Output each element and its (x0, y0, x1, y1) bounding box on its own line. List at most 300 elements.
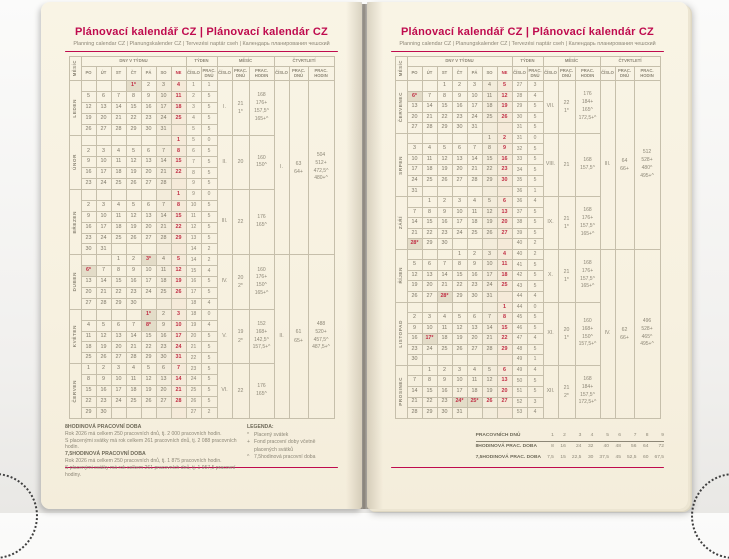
month-workhours-cell: 160 150^ (249, 135, 274, 189)
week-workdays-cell: 5 (527, 102, 543, 113)
month-name: ČERVENEC (395, 81, 407, 134)
quarter-workhours-cell: 496 528+ 465^ 495+^ (634, 249, 660, 418)
month-number-cell: IV. (217, 255, 232, 309)
week-number-cell: 38 (512, 218, 527, 229)
day-cell (482, 239, 497, 250)
month-workdays-cell: 20 (232, 135, 249, 189)
page-subtitle: Planning calendar CZ | Planungskalender CZ | Tervezési naptár cseh | Календарь планирования чешский (73, 40, 330, 47)
day-cell (96, 309, 111, 320)
week-workdays-cell: 5 (201, 386, 217, 397)
week-number-cell: 36 (512, 186, 527, 197)
day-cell: 31 (407, 186, 422, 197)
day-cell: 15 (126, 102, 141, 113)
month-name: PROSINEC (395, 365, 407, 418)
month-workdays-cell: 19 2* (232, 309, 249, 363)
summary-heading-75h: 7,5HODINOVÁ PRACOVNÍ DOBA (65, 451, 146, 458)
day-cell (422, 249, 437, 260)
day-cell (407, 133, 422, 144)
week-workdays-cell: 2 (201, 244, 217, 255)
day-cell (126, 135, 141, 146)
day-cell: 22 (422, 397, 437, 408)
legend-text: Placený svátek (253, 432, 289, 439)
day-cell (437, 186, 452, 197)
day-cell: 21 (111, 113, 126, 124)
week-number-cell: 5 (186, 135, 201, 146)
reference-value: 30 (587, 454, 594, 460)
day-cell: 23 (452, 112, 467, 123)
day-cell: 13 (141, 211, 156, 222)
week-number-cell: 52 (512, 397, 527, 408)
week-workdays-cell: 5 (527, 344, 543, 355)
day-cell: 11 (111, 157, 126, 168)
day-cell: 17 (156, 102, 171, 113)
week-number-cell: 13 (186, 233, 201, 244)
week-number-cell: 40 (512, 249, 527, 260)
left-page (41, 2, 362, 509)
day-cell: 12 (141, 375, 156, 386)
day-cell: 22 (81, 396, 96, 407)
day-cell (141, 244, 156, 255)
month-workhours-cell: 160 168+ 150^ 157,5+^ (575, 302, 600, 365)
top-rule (391, 51, 664, 53)
week-workdays-cell: 4 (527, 408, 543, 419)
week-number-cell: 10 (186, 200, 201, 211)
month-number-cell: VIII. (543, 133, 558, 196)
day-cell: 29 (111, 298, 126, 309)
day-cell: 10 (96, 157, 111, 168)
day-cell: 5 (497, 81, 512, 92)
bottom-rule (391, 467, 664, 469)
day-cell (126, 190, 141, 201)
month-name: ČERVEN (69, 364, 81, 418)
day-cell: 17 (96, 222, 111, 233)
week-number-cell: 53 (512, 408, 527, 419)
day-cell: 1 (422, 365, 437, 376)
week-workdays-cell: 4 (201, 298, 217, 309)
day-cell: 19 (171, 277, 186, 288)
month-workhours-cell: 160 176+ 150^ 165+^ (249, 255, 274, 309)
day-cell: 1 (482, 133, 497, 144)
reference-value: 48 (615, 444, 621, 450)
week-workdays-cell: 5 (527, 112, 543, 123)
day-cell: 4 (497, 249, 512, 260)
day-cell: 13 (467, 323, 482, 334)
day-cell: 10 (171, 320, 186, 331)
reference-value: 22,5 (571, 454, 582, 460)
day-cell: 27 (156, 396, 171, 407)
day-cell (497, 239, 512, 250)
reference-row (476, 442, 664, 453)
day-cell: 17 (141, 277, 156, 288)
day-cell: 14 (407, 386, 422, 397)
day-cell: 18 (482, 102, 497, 113)
week-number-cell: 40 (512, 239, 527, 250)
day-cell: 26 (452, 344, 467, 355)
quarter-workhours-cell: 512 528+ 480^ 495+^ (634, 81, 660, 250)
reference-row-label: 7,5HODINOVÁ PRAC. DOBA (475, 454, 542, 460)
day-cell: 8 (422, 376, 437, 387)
day-cell: 9 (497, 144, 512, 155)
week-number-cell: 34 (512, 165, 527, 176)
day-cell: 6 (497, 197, 512, 208)
week-number-cell: 31 (512, 133, 527, 144)
day-cell: 28* (407, 239, 422, 250)
day-cell: 6* (407, 91, 422, 102)
day-cell: 4 (422, 144, 437, 155)
month-workhours-cell: 152 168+ 142,5^ 157,5+^ (249, 309, 274, 363)
day-cell: 17 (171, 331, 186, 342)
reference-row (476, 431, 664, 442)
reference-value: 8 (551, 444, 554, 450)
month-number-cell: X. (543, 249, 558, 302)
day-cell: 18 (81, 342, 96, 353)
reference-value: 1 (541, 431, 554, 442)
day-cell: 22 (141, 342, 156, 353)
month-workhours-cell: 168 176+ 157,5^ 165+^ (575, 197, 600, 250)
month-group-header: MĚSÍC (217, 57, 274, 67)
day-cell (141, 190, 156, 201)
days-in-week-group-header: DNY V TÝDNU (81, 57, 186, 67)
week-number-cell: 18 (186, 309, 201, 320)
week-number-cell: 43 (512, 281, 527, 292)
day-cell: 14 (171, 375, 186, 386)
week-workdays-cell: 5 (201, 364, 217, 375)
day-cell: 4 (156, 255, 171, 266)
week-workdays-cell: 4 (527, 365, 543, 376)
day-cell: 20 (497, 218, 512, 229)
month-workdays-cell: 21 1* (558, 249, 575, 302)
day-cell: 28 (407, 408, 422, 419)
day-cell: 23 (126, 288, 141, 299)
week-number-cell: 45 (512, 313, 527, 324)
month-name: ZÁŘÍ (395, 197, 407, 250)
week-number-cell: 15 (186, 266, 201, 277)
day-cell: 2 (437, 365, 452, 376)
column-header: ČÍSLO (543, 67, 558, 81)
day-cell: 1* (126, 81, 141, 92)
day-cell (422, 133, 437, 144)
day-cell: 8 (171, 200, 186, 211)
day-cell: 30 (96, 407, 111, 418)
day-cell: 26 (96, 353, 111, 364)
column-header: ČÍSLO (600, 67, 615, 81)
day-cell: 6 (141, 200, 156, 211)
day-cell: 29 (126, 124, 141, 135)
day-cell (81, 81, 96, 92)
day-cell: 30 (156, 353, 171, 364)
reference-value: 67,5 (654, 454, 664, 460)
reference-value: 32 (587, 444, 594, 450)
day-cell: 23 (437, 397, 452, 408)
month-name: KVĚTEN (69, 309, 81, 363)
week-workdays-cell: 2 (527, 239, 543, 250)
day-cell (111, 407, 126, 418)
day-cell: 3 (407, 144, 422, 155)
day-cell (96, 255, 111, 266)
legend-text: 7,5hodinová pracovní doba (253, 454, 316, 461)
day-cell: 23 (407, 344, 422, 355)
week-workdays-cell: 5 (527, 154, 543, 165)
day-cell: 25 (171, 113, 186, 124)
day-cell: 2 (452, 81, 467, 92)
week-number-cell: 18 (186, 298, 201, 309)
reference-value: 24 (575, 444, 582, 450)
week-row (395, 81, 660, 92)
day-cell: 25 (126, 396, 141, 407)
day-cell: 10 (141, 266, 156, 277)
day-cell: 14 (437, 270, 452, 281)
week-workdays-cell: 5 (527, 260, 543, 271)
day-cell: 23 (81, 233, 96, 244)
day-cell (81, 190, 96, 201)
workdays-hours-reference (476, 431, 664, 463)
day-cell: 17 (407, 165, 422, 176)
day-cell: 6 (96, 91, 111, 102)
week-workdays-cell: 5 (201, 342, 217, 353)
day-cell: 12 (482, 207, 497, 218)
day-cell: 30 (407, 355, 422, 366)
week-workdays-cell: 5 (527, 207, 543, 218)
day-cell: 8 (452, 260, 467, 271)
month-workdays-cell: 22 1* (558, 81, 575, 134)
day-cell (482, 123, 497, 134)
week-workdays-cell: 5 (201, 233, 217, 244)
reference-value: 52,5 (626, 454, 637, 460)
day-cell: 20 (407, 112, 422, 123)
day-cell (407, 249, 422, 260)
day-cell (171, 244, 186, 255)
day-cell: 25 (482, 112, 497, 123)
week-workdays-cell: 2 (201, 407, 217, 418)
month-workdays-cell: 21 (558, 133, 575, 196)
day-cell: 20 (467, 334, 482, 345)
week-number-cell: 14 (186, 255, 201, 266)
day-cell: 7 (407, 207, 422, 218)
day-cell: 25 (111, 179, 126, 190)
quarter-number-cell: III. (600, 81, 615, 250)
day-cell: 1 (497, 302, 512, 313)
day-cell: 22 (126, 113, 141, 124)
page-title: Plánovací kalendář CZ | Plánovací kalendár CZ (401, 26, 654, 38)
reference-row (476, 452, 664, 463)
day-cell: 11 (467, 376, 482, 387)
day-cell: 5 (437, 144, 452, 155)
day-cell (407, 365, 422, 376)
day-cell: 28 (156, 179, 171, 190)
day-cell: 4 (437, 313, 452, 324)
week-number-cell: 28 (512, 91, 527, 102)
month-number-cell: II. (217, 135, 232, 189)
day-cell: 12 (437, 154, 452, 165)
day-cell: 25 (437, 344, 452, 355)
reference-value: 56 (631, 444, 637, 450)
day-cell: 27 (422, 292, 437, 303)
day-cell: 8 (81, 375, 96, 386)
day-name-header: ČT (452, 67, 467, 81)
day-cell: 10 (156, 91, 171, 102)
day-cell: 1* (141, 309, 156, 320)
day-cell (96, 190, 111, 201)
day-cell: 25 (81, 353, 96, 364)
week-number-cell: 9 (186, 179, 201, 190)
day-cell: 6 (467, 313, 482, 324)
day-cell: 25 (111, 233, 126, 244)
day-cell: 13 (452, 154, 467, 165)
week-number-cell: 47 (512, 334, 527, 345)
day-cell: 18 (422, 165, 437, 176)
day-cell: 1 (171, 190, 186, 201)
day-cell: 9 (407, 323, 422, 334)
week-workdays-cell: 4 (201, 320, 217, 331)
day-cell (141, 135, 156, 146)
day-cell: 23 (81, 179, 96, 190)
week-number-cell: 44 (512, 292, 527, 303)
legend-item (247, 432, 338, 439)
day-cell: 15 (482, 154, 497, 165)
day-cell: 19 (126, 222, 141, 233)
day-cell: 30 (497, 176, 512, 187)
day-cell: 26 (437, 176, 452, 187)
reference-value: 3 (566, 431, 582, 442)
reference-value: 5 (593, 431, 609, 442)
day-cell: 21 (171, 386, 186, 397)
day-cell: 30 (81, 244, 96, 255)
day-cell: 3 (422, 313, 437, 324)
quarter-workhours-cell: 488 520+ 457,5^ 487,5+^ (308, 255, 334, 418)
day-cell: 5 (482, 365, 497, 376)
day-cell: 20 (452, 165, 467, 176)
week-number-cell: 6 (186, 146, 201, 157)
day-cell: 13 (407, 102, 422, 113)
day-cell (111, 190, 126, 201)
week-number-cell: 16 (186, 277, 201, 288)
month-number-cell: IX. (543, 197, 558, 250)
day-cell: 29 (422, 408, 437, 419)
day-cell: 27 (452, 176, 467, 187)
day-cell: 5 (141, 364, 156, 375)
week-number-cell: 27 (512, 81, 527, 92)
day-name-header: PÁ (141, 67, 156, 81)
legend-symbol: + (246, 439, 250, 446)
day-cell: 21 (407, 397, 422, 408)
week-number-cell: 12 (186, 222, 201, 233)
day-cell: 11 (497, 260, 512, 271)
week-workdays-cell: 5 (527, 228, 543, 239)
day-cell: 15 (437, 102, 452, 113)
week-row (69, 255, 334, 266)
week-number-cell: 25 (186, 386, 201, 397)
month-column-header: MĚSÍC (69, 57, 81, 81)
day-name-header: PO (407, 67, 422, 81)
week-workdays-cell: 0 (201, 309, 217, 320)
day-cell (171, 407, 186, 418)
day-cell: 17 (96, 168, 111, 179)
summary-line: S placenými svátky má rok celkem 261 pracovních dnů, tj. 1 957,5 pracovní hodiny. (65, 465, 236, 479)
legend-symbol: * (246, 432, 249, 439)
day-cell: 2 (407, 313, 422, 324)
day-cell: 28 (482, 344, 497, 355)
day-cell: 21 (407, 228, 422, 239)
day-name-header: NE (171, 67, 186, 81)
week-workdays-cell: 4 (527, 91, 543, 102)
month-workdays-cell: 21 1* (558, 197, 575, 250)
day-cell (467, 408, 482, 419)
top-rule (65, 51, 338, 53)
day-cell: 8 (482, 144, 497, 155)
day-cell: 14 (482, 323, 497, 334)
day-cell: 18 (126, 386, 141, 397)
day-cell: 19 (497, 102, 512, 113)
week-workdays-cell: 5 (527, 270, 543, 281)
day-cell: 7 (482, 313, 497, 324)
day-cell: 11 (111, 211, 126, 222)
day-cell: 12 (452, 323, 467, 334)
day-cell: 3 (452, 365, 467, 376)
week-workdays-cell: 5 (527, 313, 543, 324)
calendar-table-left (65, 56, 338, 419)
day-cell (171, 179, 186, 190)
day-cell (497, 355, 512, 366)
day-cell: 2 (81, 146, 96, 157)
day-cell: 18 (111, 222, 126, 233)
day-cell: 19 (452, 334, 467, 345)
day-cell: 10 (452, 376, 467, 387)
day-cell: 26 (171, 288, 186, 299)
month-workdays-cell: 20 1* (558, 302, 575, 365)
day-cell: 11 (467, 207, 482, 218)
day-cell (156, 407, 171, 418)
day-cell: 10 (422, 323, 437, 334)
day-cell (497, 123, 512, 134)
day-cell: 24 (452, 228, 467, 239)
quarter-number-cell: II. (274, 255, 289, 418)
day-cell (156, 135, 171, 146)
day-cell: 21 (96, 288, 111, 299)
legend-items (247, 432, 338, 462)
column-header: PRAC. HODIN (634, 67, 660, 81)
week-workdays-cell: 4 (527, 292, 543, 303)
day-cell (96, 135, 111, 146)
day-cell: 3 (156, 81, 171, 92)
week-workdays-cell: 5 (201, 113, 217, 124)
day-cell: 29 (171, 233, 186, 244)
days-in-week-group-header: DNY V TÝDNU (407, 57, 512, 67)
week-workdays-cell: 5 (201, 375, 217, 386)
week-group-header: TÝDEN (186, 57, 217, 67)
week-workdays-cell: 5 (201, 179, 217, 190)
quarter-group-header: ČTVRTLETÍ (600, 57, 660, 67)
week-number-cell: 19 (186, 320, 201, 331)
week-number-cell: 48 (512, 344, 527, 355)
day-cell: 17 (452, 218, 467, 229)
day-name-header: ČT (126, 67, 141, 81)
day-cell: 3* (141, 255, 156, 266)
day-cell: 25 (467, 228, 482, 239)
week-workdays-cell: 1 (527, 355, 543, 366)
day-cell: 22 (111, 288, 126, 299)
column-header: PRAC. HODIN (249, 67, 274, 81)
week-number-cell: 5 (186, 124, 201, 135)
day-cell: 11 (156, 266, 171, 277)
day-cell (452, 302, 467, 313)
day-cell: 27 (111, 353, 126, 364)
day-cell: 20 (422, 281, 437, 292)
reference-value: 9 (648, 431, 664, 442)
day-cell: 7 (467, 144, 482, 155)
week-number-cell: 42 (512, 270, 527, 281)
week-workdays-cell: 5 (527, 165, 543, 176)
column-header: PRAC. DNŮ (289, 67, 308, 81)
